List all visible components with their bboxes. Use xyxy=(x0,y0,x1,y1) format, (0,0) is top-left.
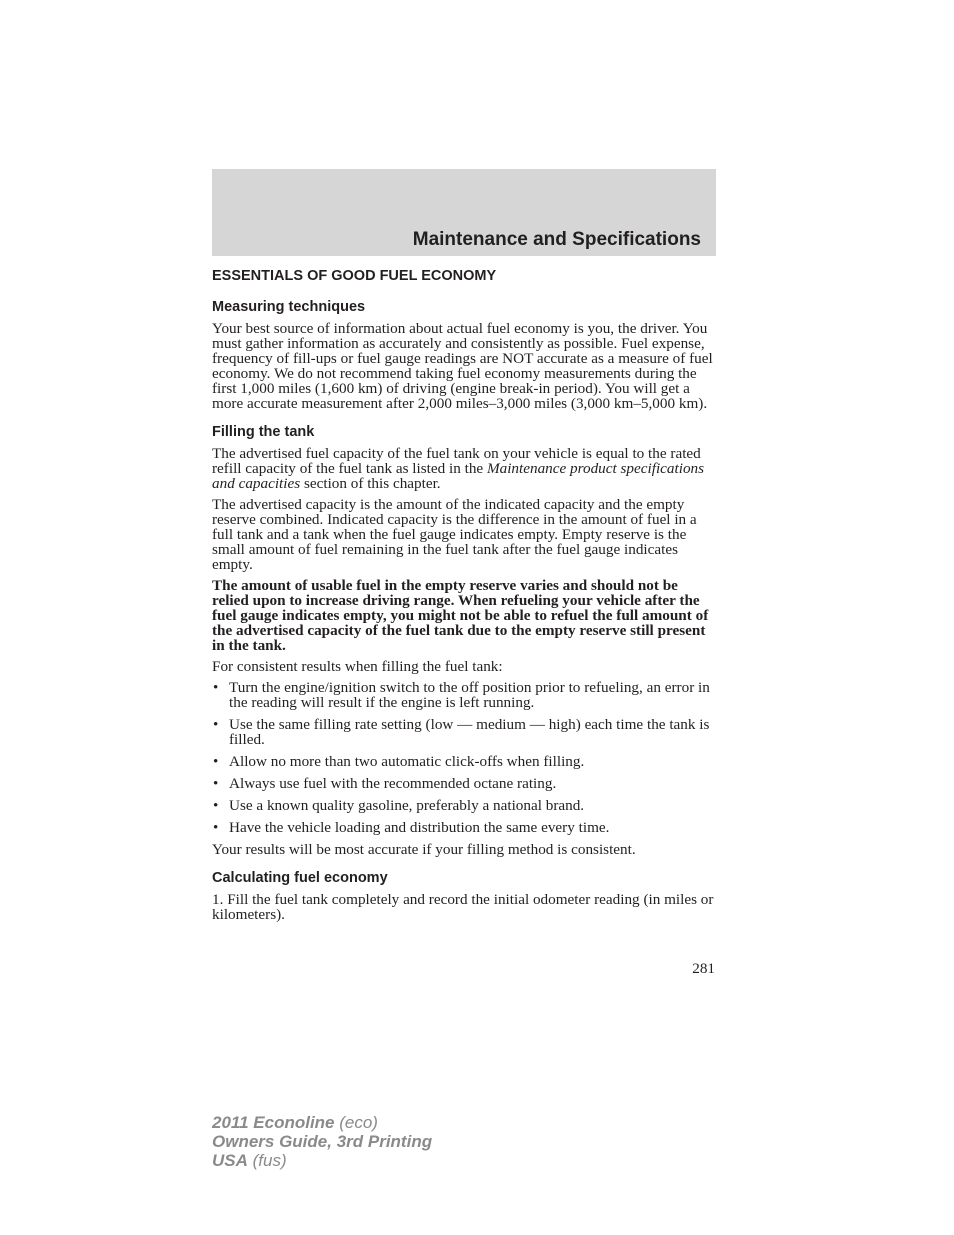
chapter-header-band xyxy=(212,169,716,256)
calculating-heading: Calculating fuel economy xyxy=(212,870,388,886)
footer-model: 2011 Econoline xyxy=(212,1113,335,1132)
footer-line-1 xyxy=(212,1113,432,1132)
chapter-title: Maintenance and Specifications xyxy=(412,229,701,250)
list-item-text: Use a known quality gasoline, preferably a national brand. xyxy=(229,797,585,814)
list-item xyxy=(212,798,716,813)
page-content xyxy=(212,267,716,928)
filling-heading: Filling the tank xyxy=(212,424,315,440)
bullet-glyph: • xyxy=(213,716,219,733)
filling-outro: Your results will be most accurate if your filling method is consistent. xyxy=(212,841,636,858)
bullet-glyph: • xyxy=(213,775,219,792)
footer-line-3 xyxy=(212,1151,432,1170)
list-item-text: Always use fuel with the recommended octane rating. xyxy=(229,775,557,792)
page-number: 281 xyxy=(692,960,715,977)
list-item xyxy=(212,717,716,747)
measuring-heading: Measuring techniques xyxy=(212,299,366,315)
bullet-glyph: • xyxy=(213,819,219,836)
filling-warning: The amount of usable fuel in the empty reserve varies and should not be relied upon to increase driving range. When refueling your vehicle after the fuel gauge indicates empty, you might not be able to refuel the full amount of the advertised capacity of the fuel tank due to the empty reserve still present in the tank. xyxy=(212,577,709,654)
list-item xyxy=(212,776,716,791)
bullet-glyph: • xyxy=(213,679,219,696)
filling-p1-end: section of this chapter. xyxy=(300,475,441,492)
bullet-glyph: • xyxy=(213,753,219,770)
filling-bullet-list xyxy=(212,680,716,835)
calculating-step-1: 1. Fill the fuel tank completely and record the initial odometer reading (in miles or kilometers). xyxy=(212,891,714,923)
list-item xyxy=(212,820,716,835)
footer-imprint xyxy=(212,1113,432,1170)
list-item-text: Use the same filling rate setting (low — medium — high) each time the tank is filled. xyxy=(229,716,710,748)
list-item-text: Turn the engine/ignition switch to the off position prior to refueling, an error in the reading will result if the engine is left running. xyxy=(229,679,710,711)
filling-p1-start: The advertised fuel capacity of the fuel tank on your vehicle is equal to the rated refill capacity of the fuel tank as listed in the xyxy=(212,445,701,477)
measuring-body: Your best source of information about actual fuel economy is you, the driver. You must gather information as accurately and consistently as possible. Fuel expense, frequency of fill-ups or fuel gauge readings are NOT accurate as a measure of fuel economy. We do not recommend taking fuel economy measurements during the first 1,000 miles (1,600 km) of driving (engine break-in period). You will get a more accurate measurement after 2,000 miles–3,000 miles (3,000 km–5,000 km). xyxy=(212,320,713,412)
filling-paragraph-1 xyxy=(212,446,716,491)
footer-market: USA xyxy=(212,1151,248,1170)
footer-model-code: (eco) xyxy=(334,1113,378,1132)
list-item-text: Have the vehicle loading and distribution the same every time. xyxy=(229,819,610,836)
footer-edition: Owners Guide, 3rd Printing xyxy=(212,1132,433,1151)
footer-market-code: (fus) xyxy=(247,1151,287,1170)
filling-paragraph-2: The advertised capacity is the amount of the indicated capacity and the empty reserve combined. Indicated capacity is the difference in the amount of fuel in a full tank and a tank when the fuel gauge indicates empty. Empty reserve is the small amount of fuel remaining in the fuel tank after the fuel gauge indicates empty. xyxy=(212,496,697,573)
footer-line-2 xyxy=(212,1132,432,1151)
section-title: ESSENTIALS OF GOOD FUEL ECONOMY xyxy=(212,268,497,284)
list-item xyxy=(212,754,716,769)
filling-intro: For consistent results when filling the fuel tank: xyxy=(212,658,503,675)
filling-p1-italic-reference: Maintenance product specifications and capacities xyxy=(212,460,705,492)
list-item-text: Allow no more than two automatic click-offs when filling. xyxy=(229,753,585,770)
list-item xyxy=(212,680,716,710)
bullet-glyph: • xyxy=(213,797,219,814)
